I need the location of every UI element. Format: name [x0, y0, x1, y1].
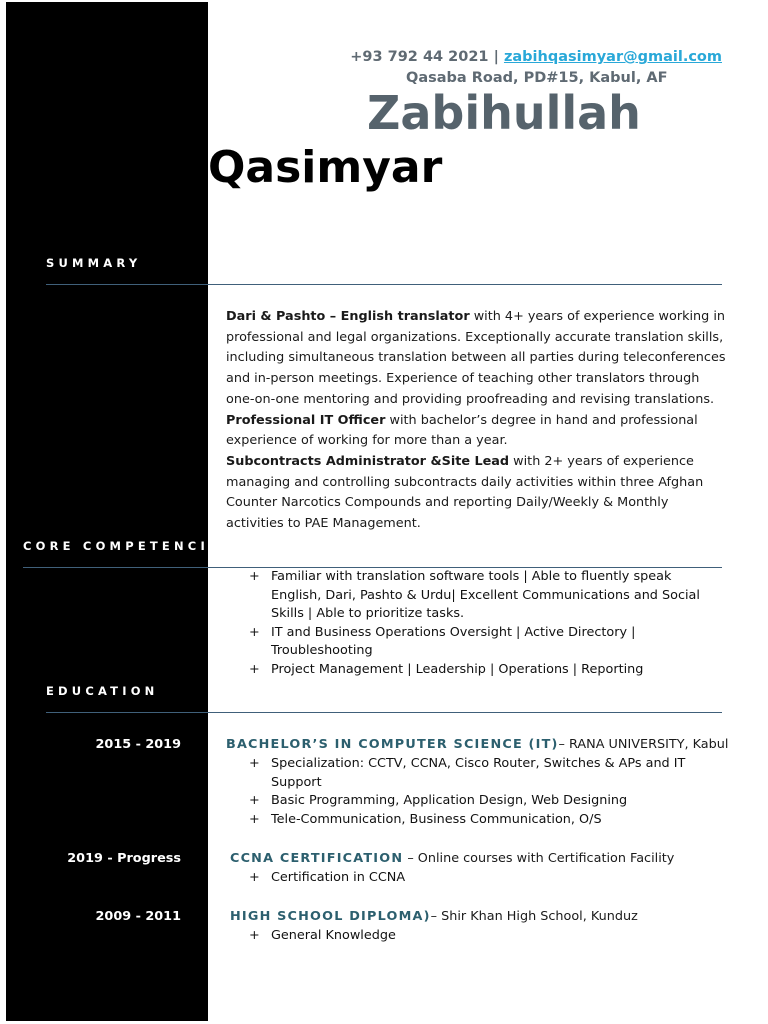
contact-separator: | [493, 49, 499, 65]
institution-name: – Shir Khan High School, Kunduz [430, 909, 638, 924]
education-entry-title [226, 737, 728, 752]
education-dates: 2015 - 2019 [95, 737, 181, 752]
summary-heading: SUMMARY [46, 256, 142, 270]
phone-number: +93 792 44 2021 [350, 49, 489, 65]
list-item: + Specialization: CCTV, CCNA, Cisco Router, Switches & APs and IT Support [249, 756, 686, 790]
list-item: + IT and Business Operations Oversight | Active Directory | Troubleshooting [249, 624, 636, 658]
plus-icon: + [249, 870, 260, 885]
summary-desc-2: with bachelor’s degree in hand and professional experience of working for more than a year. [226, 412, 698, 449]
list-item: + Familiar with translation software tools | Able to fluently speak English, Dari, Pashto & Urdu| Excellent Communications and Social Skills | Able to prioritize tasks. [249, 569, 700, 621]
plus-icon: + [249, 624, 260, 640]
summary-desc-1: with 4+ years of experience working in professional and legal organizations. Exceptionally accurate translation skills, including simultaneous translation between all parties during teleconferences and in-person meetings. Experience of teaching other translators through one-on-one mentoring and providing proofreading and revising translations. [226, 309, 726, 407]
education-heading: EDUCATION [46, 684, 159, 698]
last-name-clip [6, 142, 443, 198]
education-details-list [246, 755, 722, 829]
first-name: Zabihullah [367, 86, 641, 140]
plus-icon: + [249, 811, 260, 827]
education-details-list [246, 869, 722, 888]
list-item: + Basic Programming, Application Design, Web Designing [246, 792, 722, 811]
list-item: + General Knowledge [246, 927, 722, 946]
contact-line [330, 49, 722, 65]
degree-name: CCNA CERTIFICATION [230, 851, 404, 866]
list-item: + Certification in CCNA [246, 869, 722, 888]
institution-name: – Online courses with Certification Facility [403, 851, 675, 866]
education-details-list [246, 927, 722, 946]
list-item: + Project Management | Leadership | Operations | Reporting [246, 661, 722, 680]
address: Qasaba Road, PD#15, Kabul, AF [406, 70, 668, 86]
education-entry-title [230, 909, 638, 924]
summary-desc-3: with 2+ years of experience managing and controlling subcontracts daily activities within three Afghan Counter Narcotics Compounds and reporting Daily/Weekly & Monthly activities to PAE Management. [226, 453, 704, 532]
plus-icon: + [249, 569, 260, 584]
education-entry-title [230, 851, 674, 866]
summary-text [226, 307, 726, 535]
education-dates: 2019 - Progress [67, 851, 181, 866]
plus-icon: + [249, 793, 260, 808]
education-dates: 2009 - 2011 [95, 909, 181, 924]
institution-name: – RANA UNIVERSITY, Kabul [558, 737, 729, 752]
summary-role-1: Dari & Pashto – English translator [226, 309, 470, 324]
summary-role-3: Subcontracts Administrator &Site Lead [226, 453, 510, 469]
plus-icon: + [249, 661, 260, 677]
list-item: + Tele-Communication, Business Communication, O/S [246, 811, 722, 830]
core-competencies-heading: CORE COMPETENCIES [23, 539, 234, 553]
degree-name: HIGH SCHOOL DIPLOMA) [230, 909, 431, 924]
summary-role-2: Professional IT Officer [226, 412, 386, 428]
plus-icon: + [249, 928, 260, 943]
last-name: Qasimyar [208, 142, 443, 193]
email-link[interactable]: zabihqasimyar@gmail.com [503, 49, 722, 65]
plus-icon: + [249, 756, 260, 771]
education-divider [46, 712, 722, 713]
core-competencies-list [246, 568, 722, 679]
degree-name: BACHELOR’S IN COMPUTER SCIENCE (IT) [226, 737, 559, 752]
summary-divider [46, 284, 722, 285]
